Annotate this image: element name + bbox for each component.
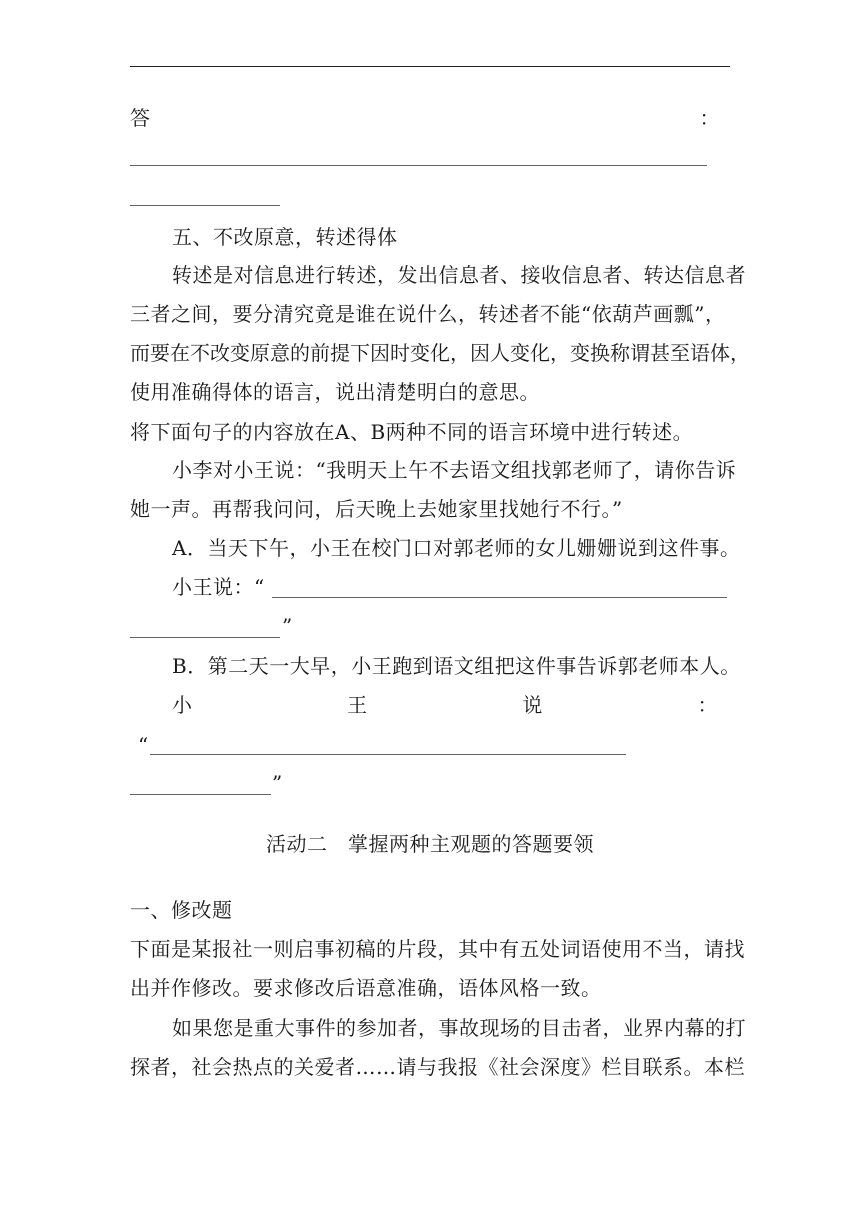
item-b-blank-2[interactable] [130,794,271,795]
item-a-blank-1[interactable] [272,597,727,598]
section5-para-line: 而要在不改变原意的前提下因时变化，因人变化，变换称谓甚至语体， [130,341,750,365]
item-b-prefix [172,691,718,719]
section5-task: 将下面句子的内容放在A、B两种不同的语言环境中进行转述。 [130,420,694,444]
item-a-prefix: 小王说：“ [172,575,265,599]
answer-blank-2 [130,205,280,206]
section5-para-line: 使用准确得体的语言，说出清楚明白的意思。 [130,380,540,404]
section5-para-line: 三者之间，要分清究竟是谁在说什么，转述者不能“依葫芦画瓢”， [130,302,726,326]
item-a-close-quote: ” [282,614,293,638]
item-b-close-quote: ” [272,771,283,795]
item-a: A．当天下午，小王在校门口对郭老师的女儿姗姗说到这件事。 [172,536,741,560]
quote-line: 小李对小王说：“我明天上午不去语文组找郭老师了，请你告诉 [172,458,737,482]
item-a-blank-2[interactable] [130,637,280,638]
passage-line: 探者，社会热点的关爱者……请与我报《社会深度》栏目联系。本栏 [130,1055,745,1079]
part-heading: 一、修改题 [130,898,233,922]
activity-title: 活动二 掌握两种主观题的答题要领 [266,832,594,856]
part-para-line: 出并作修改。要求修改后语意准确，语体风格一致。 [130,976,602,1000]
item-b-open-quote: “ [138,733,149,757]
part-para-line: 下面是某报社一则启事初稿的片段，其中有五处词语使用不当，请找 [130,937,745,961]
item-b-char: ： [697,693,718,717]
quote-line: 她一声。再帮我问问，后天晚上去她家里找她行不行。” [130,497,623,521]
answer-blank-1 [130,165,707,166]
answer-colon: ： [699,106,720,130]
passage-line: 如果您是重大事件的参加者，事故现场的目击者，业界内幕的打 [172,1016,746,1040]
answer-line [130,104,730,132]
item-b: B．第二天一大早，小王跑到语文组把这件事告诉郭老师本人。 [172,654,741,678]
section5-heading: 五、不改原意，转述得体 [172,225,398,249]
answer-label: 答 [130,106,151,130]
section5-para-line: 转述是对信息进行转述，发出信息者、接收信息者、转达信息者 [172,263,746,287]
item-b-blank-1[interactable] [150,754,626,755]
item-b-char: 王 [347,693,368,717]
item-b-char: 小 [172,693,193,717]
top-rule [130,66,730,67]
item-b-char: 说 [522,693,543,717]
